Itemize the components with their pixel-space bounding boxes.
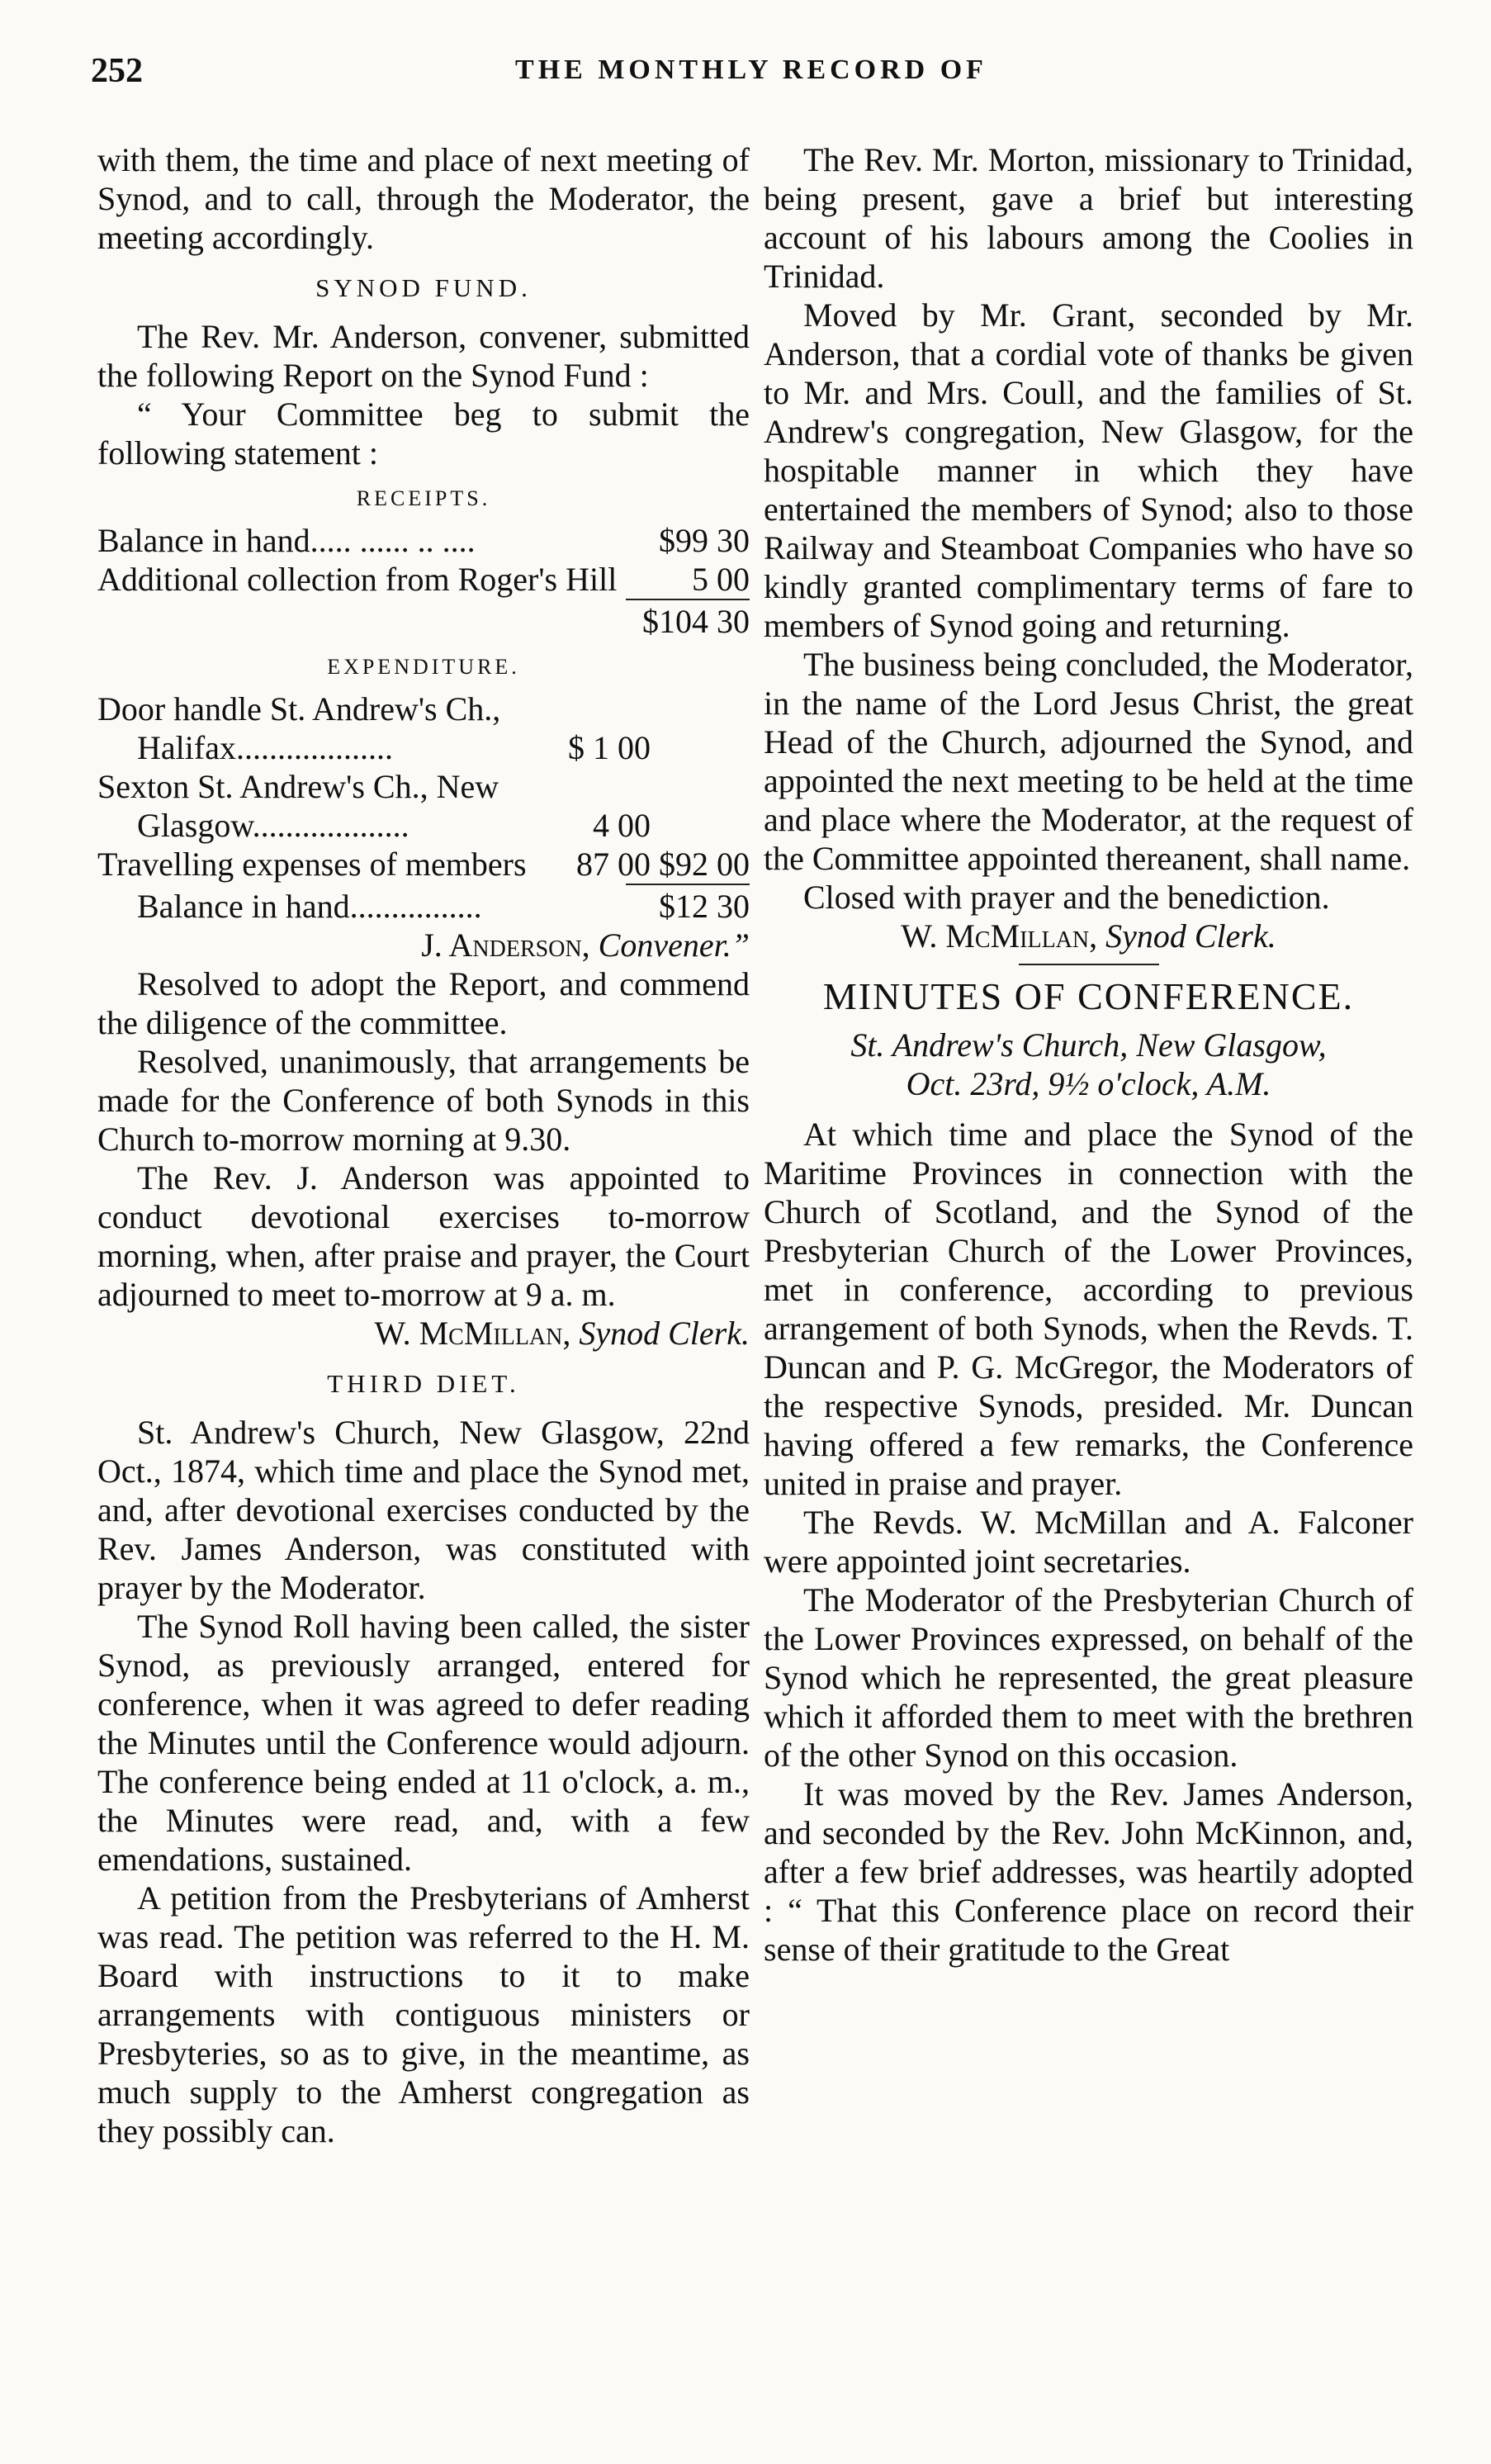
convener-title: Convener.” (598, 926, 750, 964)
receipt-row (97, 521, 750, 560)
expenditure-label: Sexton St. Andrew's Ch., New (97, 768, 499, 805)
expenditure-total: $92 00 (659, 846, 750, 883)
page-header (91, 51, 1412, 126)
place-line: St. Andrew's Church, New Glasgow, (850, 1026, 1327, 1064)
convener-name: J. Anderson, (421, 926, 590, 964)
balance-row (97, 887, 750, 926)
balance-label: Balance in hand................ (137, 888, 482, 925)
receipt-amount: 5 00 (692, 561, 750, 598)
paragraph: A petition from the Presbyterians of Amherst was read. The petition was referred to the H. M. Board with instructions to it to make arrangements with contiguous ministers or Presbyteries, so as to give, in the meantime, as much supply to the Amherst congregation as they possibly can. (97, 1879, 750, 2149)
expenditure-amount: 87 00 (576, 846, 651, 883)
paragraph: The Synod Roll having been called, the sister Synod, as previously arranged, entered for conference, when it was agreed to defer reading the Minutes until the Conference would adjourn. The conference being ended at 11 o'clock, a. m., the Minutes were read, and, with a few emendations, sustained. (97, 1608, 750, 1878)
expenditure-label: Glasgow................... (137, 807, 409, 844)
clerk-signature (97, 1314, 750, 1353)
receipt-row (97, 560, 750, 599)
expenditure-label: Door handle St. Andrew's Ch., (97, 690, 501, 727)
paragraph: St. Andrew's Church, New Glasgow, 22nd Oct., 1874, which time and place the Synod met, and, after devotional exercises conducted by the Rev. James Anderson, was constituted with prayer by the Moderator. (97, 1414, 750, 1606)
paragraph: Resolved, unanimously, that arrangements be made for the Conference of both Synods in this Church to-morrow morning at 9.30. (97, 1043, 750, 1158)
section-heading-third-diet: THIRD DIET. (327, 1369, 520, 1398)
minutes-heading: MINUTES OF CONFERENCE. (822, 975, 1355, 1017)
expenditure-row (97, 806, 750, 845)
paragraph: The Rev. J. Anderson was appointed to conduct devotional exercises to-morrow morning, when, after praise and prayer, the Court adjourned to meet to-morrow at 9 a. m. (97, 1159, 750, 1313)
paragraph: Closed with prayer and the benediction. (803, 879, 1330, 916)
clerk-name: W. McMillan, (901, 917, 1098, 955)
page-number: 252 (91, 52, 143, 90)
receipt-amount: $99 30 (659, 522, 750, 559)
expenditure-label: Halifax................... (137, 729, 393, 766)
paragraph: The Revds. W. McMillan and A. Falconer were appointed joint secretaries. (764, 1504, 1413, 1580)
receipts-total-row (97, 599, 750, 641)
date-line: Oct. 23rd, 9½ o'clock, A.M. (906, 1065, 1271, 1102)
paragraph: with them, the time and place of next meeting of Synod, and to call, through the Moderator, the meeting accordingly. (97, 141, 750, 256)
paragraph: At which time and place the Synod of the Maritime Provinces in connection with the Church of Scotland, and the Synod of the Presbyterian Church of the Lower Provinces, met in conference, according to previous arrangement of both Synods, when the Revds. T. Duncan and P. G. McGregor, the Moderators of the respective Synods, presided. Mr. Duncan having offered a few remarks, the Conference united in praise and prayer. (764, 1116, 1413, 1502)
expenditure-label: Travelling expenses of members (97, 846, 527, 883)
clerk-title: Synod Clerk. (1105, 917, 1276, 955)
paragraph: It was moved by the Rev. James Anderson, and seconded by the Rev. John McKinnon, and, after a few brief addresses, was heartily adopted : “ That this Conference place on record their sense of their gratitude to the Great (764, 1775, 1413, 1968)
paragraph: The business being concluded, the Moderator, in the name of the Lord Jesus Christ, the great Head of the Church, adjourned the Synod, and appointed the next meeting to be held at the time and place where the Moderator, at the request of the Committee appointed thereanent, shall name. (764, 646, 1413, 877)
clerk-title: Synod Clerk. (579, 1315, 750, 1352)
convener-signature (97, 926, 750, 964)
left-column (97, 140, 750, 2150)
section-heading-synod-fund: SYNOD FUND. (315, 273, 532, 302)
right-column (764, 140, 1413, 1969)
expenditure-heading: EXPENDITURE. (327, 655, 520, 679)
paragraph: “ Your Committee beg to submit the following statement : (97, 396, 750, 471)
running-title: THE MONTHLY RECORD OF (515, 54, 987, 85)
clerk-signature (764, 917, 1413, 955)
paragraph: The Rev. Mr. Anderson, convener, submitted the following Report on the Synod Fund : (97, 318, 750, 394)
paragraph: The Moderator of the Presbyterian Church of the Lower Provinces expressed, on behalf of the Synod which he represented, the great pleasure which it afforded them to meet with the brethren of the other Synod on this occasion. (764, 1581, 1413, 1774)
paragraph: The Rev. Mr. Morton, missionary to Trinidad, being present, gave a brief but interesting account of his labours among the Coolies in Trinidad. (764, 141, 1413, 295)
expenditure-spacer (651, 728, 750, 767)
receipt-label: Balance in hand..... ...... .. .... (97, 522, 476, 559)
expenditure-line (97, 689, 750, 728)
paragraph: Moved by Mr. Grant, seconded by Mr. Anderson, that a cordial vote of thanks be given to Mr. and Mrs. Coull, and the families of St. Andrew's congregation, New Glasgow, for the hospitable manner in which they have entertained the members of Synod; also to those Railway and Steamboat Companies who have so kindly granted complimentary terms of fare to members of Synod going and returning. (764, 296, 1413, 644)
expenditure-row (97, 728, 750, 767)
expenditure-line (97, 767, 750, 806)
receipts-heading: RECEIPTS. (356, 486, 491, 510)
receipts-total: $104 30 (626, 599, 750, 641)
expenditure-amount: $ 1 00 (568, 729, 651, 766)
receipt-label: Additional collection from Roger's Hill (97, 561, 618, 598)
expenditure-spacer (651, 806, 750, 845)
paragraph: Resolved to adopt the Report, and commend the diligence of the committee. (97, 965, 750, 1041)
expenditure-amount: 4 00 (593, 807, 651, 844)
expenditure-row (97, 845, 750, 884)
balance-amount: $12 30 (659, 888, 750, 925)
clerk-name: W. McMillan, (374, 1315, 571, 1352)
divider (1019, 964, 1159, 965)
